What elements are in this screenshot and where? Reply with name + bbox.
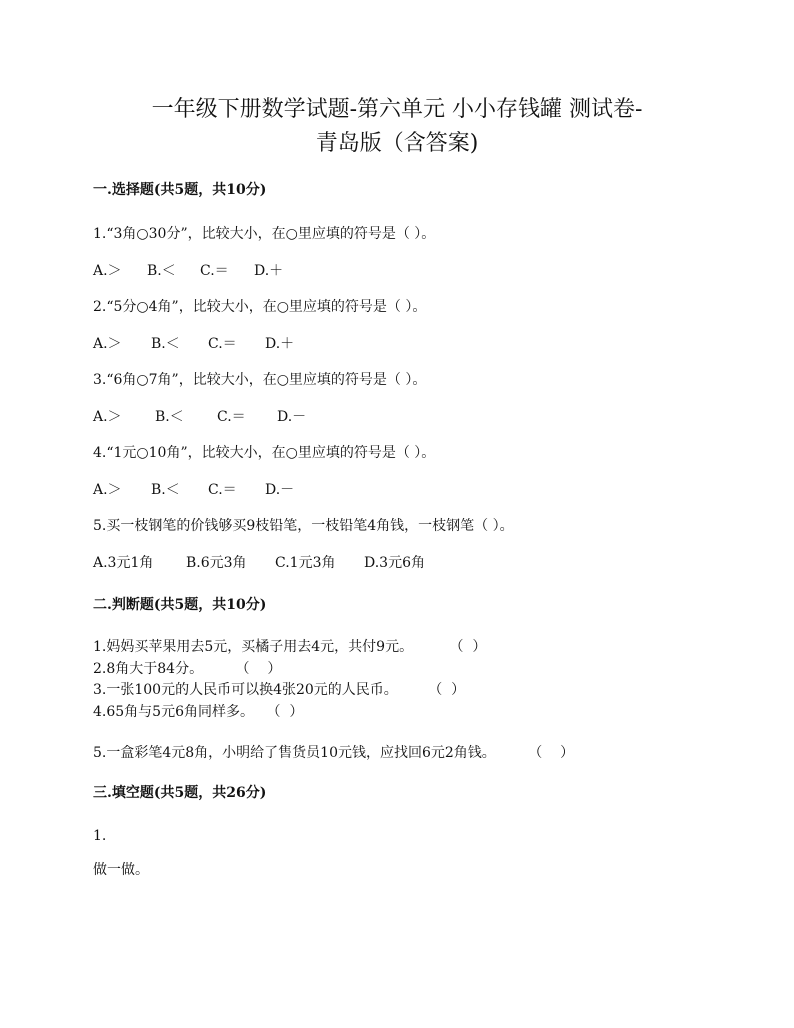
choice-options-5 [93, 554, 425, 572]
option-c: C.＝ [208, 482, 237, 498]
judge-item-text: 2.8角大于84分。 [93, 661, 204, 677]
option-b: B.＜ [147, 263, 176, 279]
option-c: C.＝ [200, 263, 229, 279]
option-d: D.－ [277, 409, 307, 425]
option-b: B.＜ [151, 336, 180, 352]
section-heading-choice: 一.选择题(共5题，共10分) [93, 182, 267, 198]
answer-parenthesis: （ ） [266, 704, 304, 720]
section-heading-fill: 三.填空题(共5题，共26分) [93, 785, 267, 801]
option-a: A.＞ [93, 409, 122, 425]
option-b: B.6元3角 [186, 555, 247, 571]
answer-parenthesis: （ ） [528, 745, 575, 761]
judge-item-5 [93, 744, 574, 762]
choice-options-2 [93, 335, 294, 353]
choice-question-4: 4.“1元○10角”，比较大小，在○里应填的符号是（ ）。 [93, 445, 436, 461]
document-title-line-1: 一年级下册数学试题-第六单元 小小存钱罐 测试卷- [151, 97, 643, 122]
option-d: D.3元6角 [364, 555, 425, 571]
judge-item-text: 3.一张100元的人民币可以换4张20元的人民币。 [93, 682, 398, 698]
answer-parenthesis: （ ） [235, 661, 282, 677]
judge-item-3 [93, 681, 465, 699]
section-heading-judge: 二.判断题(共5题，共10分) [93, 597, 267, 613]
option-a: A.＞ [93, 336, 122, 352]
choice-options-1 [93, 262, 283, 280]
option-c: C.＝ [208, 336, 237, 352]
choice-question-5: 5.买一枝钢笔的价钱够买9枝铅笔，一枝铅笔4角钱，一枝钢笔（ ）。 [93, 518, 514, 534]
answer-parenthesis: （ ） [428, 682, 466, 698]
judge-item-text: 1.妈妈买苹果用去5元，买橘子用去4元，共付9元。 [93, 639, 414, 655]
fill-question-1-text: 做一做。 [93, 862, 149, 878]
choice-options-4 [93, 481, 294, 499]
option-d: D.－ [265, 482, 295, 498]
option-a: A.＞ [93, 482, 122, 498]
judge-item-4 [93, 703, 303, 721]
choice-question-2: 2.“5分○4角”，比较大小，在○里应填的符号是（ ）。 [93, 299, 427, 315]
judge-item-text: 4.65角与5元6角同样多。 [93, 704, 254, 720]
option-b: B.＜ [151, 482, 180, 498]
option-a: A.3元1角 [93, 555, 154, 571]
fill-question-1-label: 1. [93, 828, 107, 844]
choice-question-1: 1.“3角○30分”，比较大小，在○里应填的符号是（ ）。 [93, 226, 436, 242]
option-d: D.＋ [254, 263, 284, 279]
option-d: D.＋ [265, 336, 295, 352]
answer-parenthesis: （ ） [449, 639, 487, 655]
option-c: C.1元3角 [275, 555, 336, 571]
document-title-line-2: 青岛版（含答案) [315, 131, 479, 156]
judge-item-text: 5.一盒彩笔4元8角，小明给了售货员10元钱，应找回6元2角钱。 [93, 745, 496, 761]
judge-item-1 [93, 638, 486, 656]
option-a: A.＞ [93, 263, 122, 279]
choice-question-3: 3.“6角○7角”，比较大小，在○里应填的符号是（ ）。 [93, 372, 427, 388]
option-c: C.＝ [217, 409, 246, 425]
choice-options-3 [93, 408, 306, 426]
option-b: B.＜ [155, 409, 184, 425]
judge-item-2 [93, 660, 281, 678]
